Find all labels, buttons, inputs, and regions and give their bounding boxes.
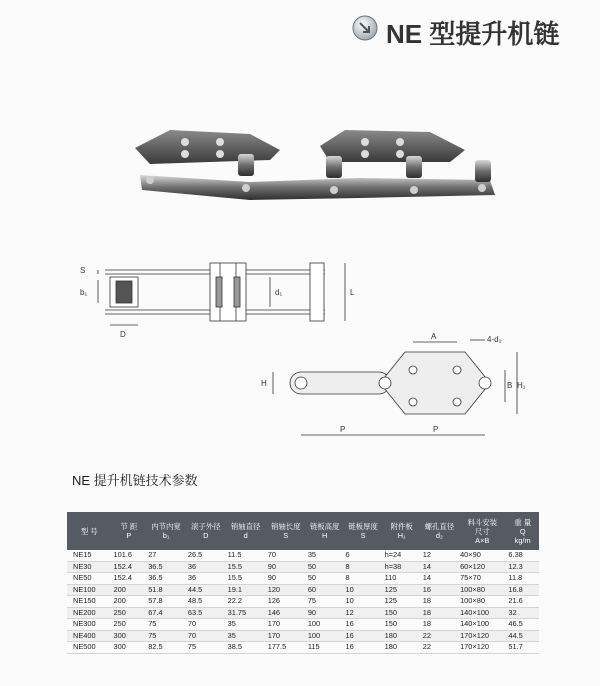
table-cell: 12.3 <box>506 561 539 573</box>
table-cell: 38.5 <box>226 642 266 654</box>
column-header-line: 料斗安装 <box>467 517 498 527</box>
table-cell: 35 <box>306 550 344 561</box>
table-cell: 36 <box>186 561 226 573</box>
table-cell: NE150 <box>67 596 112 608</box>
table-cell: NE100 <box>67 584 112 596</box>
table-cell: NE400 <box>67 630 112 642</box>
table-cell: 36.5 <box>146 573 186 585</box>
table-cell: 70 <box>186 630 226 642</box>
label-b1: b₁ <box>80 288 88 297</box>
column-header-line: Q <box>519 526 526 536</box>
table-row <box>67 550 539 561</box>
table-cell: 21.6 <box>506 596 539 608</box>
table-cell: 152.4 <box>112 573 147 585</box>
column-header <box>266 512 306 550</box>
column-header-line: 螺孔直径 <box>424 522 455 531</box>
table-cell: 18 <box>421 619 458 631</box>
table-cell: 44.5 <box>506 630 539 642</box>
table-cell: NE50 <box>67 573 112 585</box>
table-cell: 46.5 <box>506 619 539 631</box>
table-cell: 26.5 <box>186 550 226 561</box>
column-header <box>506 512 539 550</box>
label-p-right: P <box>433 425 439 434</box>
table-cell: 100 <box>306 630 344 642</box>
table-cell: 12 <box>344 607 383 619</box>
table-cell: 57.8 <box>146 596 186 608</box>
column-header-line: kg/m <box>514 535 531 545</box>
table-cell: 100 <box>306 619 344 631</box>
column-header <box>67 512 112 550</box>
column-header <box>421 512 458 550</box>
table-row <box>67 607 539 619</box>
table-cell: 126 <box>266 596 306 608</box>
table-cell: 75×70 <box>458 573 506 585</box>
table-cell: 300 <box>112 630 147 642</box>
table-cell: 75 <box>146 630 186 642</box>
label-p-left: P <box>340 425 346 434</box>
label-a: A <box>431 332 437 341</box>
table-cell: 50 <box>306 573 344 585</box>
table-cell: 51.7 <box>506 642 539 654</box>
table-cell: 15.5 <box>226 573 266 585</box>
table-cell: 6 <box>344 550 383 561</box>
table-cell: 8 <box>344 561 383 573</box>
section-title: NE 提升机链技术参数 <box>72 473 198 488</box>
table-cell: 100×80 <box>458 596 506 608</box>
arrow-circle-icon <box>352 15 378 41</box>
table-cell: 11.5 <box>226 550 266 561</box>
table-cell: 18 <box>421 607 458 619</box>
column-header-line: 内节内宽 <box>151 522 181 531</box>
table-cell: 10 <box>344 584 383 596</box>
table-cell: 22.2 <box>226 596 266 608</box>
column-header-line: A×B <box>475 535 490 545</box>
column-header-line: 尺寸 <box>474 526 490 536</box>
table-cell: 180 <box>383 642 421 654</box>
attachment-plate-drawing <box>255 330 525 445</box>
table-cell: 15.5 <box>226 561 266 573</box>
table-cell: 16 <box>421 584 458 596</box>
column-header-line: d <box>243 531 248 540</box>
table-cell: 12 <box>421 550 458 561</box>
column-header-line: 链板高度 <box>309 522 340 531</box>
table-cell: 125 <box>383 584 421 596</box>
column-header <box>146 512 186 550</box>
table-row <box>67 596 539 608</box>
table-cell: 10 <box>344 596 383 608</box>
table-row <box>67 573 539 585</box>
table-cell: 90 <box>306 607 344 619</box>
column-header <box>344 512 383 550</box>
table-cell: 250 <box>112 607 147 619</box>
table-cell: 32 <box>506 607 539 619</box>
table-cell: 16.8 <box>506 584 539 596</box>
column-header-line: S <box>360 531 366 540</box>
table-cell: 115 <box>306 642 344 654</box>
table-cell: 18 <box>421 596 458 608</box>
table-cell: 90 <box>266 561 306 573</box>
column-header-line: H <box>321 531 328 540</box>
table-cell: 150 <box>383 619 421 631</box>
table-cell: NE30 <box>67 561 112 573</box>
table-cell: 170 <box>266 630 306 642</box>
column-header-line: 型 号 <box>80 526 98 536</box>
table-cell: 250 <box>112 619 147 631</box>
table-cell: 125 <box>383 596 421 608</box>
column-header-line: 滚子外径 <box>190 522 221 531</box>
table-header-row <box>67 512 539 550</box>
column-header-line: 重 量 <box>514 517 532 527</box>
table-cell: 35 <box>226 619 266 631</box>
column-header <box>306 512 344 550</box>
table-cell: 75 <box>146 619 186 631</box>
column-header <box>112 512 147 550</box>
table-row <box>67 619 539 631</box>
table-cell: 180 <box>383 630 421 642</box>
label-h1: H₁ <box>517 381 525 390</box>
table-cell: 140×100 <box>458 619 506 631</box>
table-cell: 170×120 <box>458 630 506 642</box>
table-cell: 300 <box>112 642 147 654</box>
table-cell: 27 <box>146 550 186 561</box>
table-cell: 14 <box>421 573 458 585</box>
table-cell: h=38 <box>383 561 421 573</box>
table-cell: 140×100 <box>458 607 506 619</box>
page-title: NE 型提升机链 <box>386 19 560 49</box>
table-cell: 200 <box>112 584 147 596</box>
table-cell: 19.1 <box>226 584 266 596</box>
table-cell: 152.4 <box>112 561 147 573</box>
table-row <box>67 642 539 654</box>
table-cell: 44.5 <box>186 584 226 596</box>
table-cell: 146 <box>266 607 306 619</box>
table-cell: 48.5 <box>186 596 226 608</box>
table-cell: 16 <box>344 619 383 631</box>
table-cell: 60×120 <box>458 561 506 573</box>
table-cell: 36 <box>186 573 226 585</box>
label-4-d2: 4-d₂ <box>487 335 502 344</box>
column-header-line: D <box>203 531 209 540</box>
table-cell: 170 <box>266 619 306 631</box>
label-d1: d₁ <box>275 288 283 297</box>
label-h: H <box>261 379 267 388</box>
table-cell: 82.5 <box>146 642 186 654</box>
table-cell: 6.38 <box>506 550 539 561</box>
table-cell: 177.5 <box>266 642 306 654</box>
table-cell: 75 <box>186 642 226 654</box>
table-cell: 35 <box>226 630 266 642</box>
table-cell: 63.5 <box>186 607 226 619</box>
column-header-line: 销轴长度 <box>270 522 301 531</box>
table-cell: 31.75 <box>226 607 266 619</box>
table-cell: 200 <box>112 596 147 608</box>
table-cell: 51.8 <box>146 584 186 596</box>
table-cell: 60 <box>306 584 344 596</box>
table-cell: 70 <box>266 550 306 561</box>
column-header <box>186 512 226 550</box>
table-cell: 120 <box>266 584 306 596</box>
table-row <box>67 630 539 642</box>
label-l: L <box>350 288 355 297</box>
column-header-line: S <box>283 531 289 540</box>
table-cell: NE15 <box>67 550 112 561</box>
chain-photo <box>130 120 510 215</box>
label-s: S <box>80 266 86 275</box>
table-cell: 16 <box>344 630 383 642</box>
table-cell: 150 <box>383 607 421 619</box>
column-header-line: b₁ <box>162 531 170 540</box>
table-cell: 22 <box>421 642 458 654</box>
table-cell: 14 <box>421 561 458 573</box>
table-cell: 110 <box>383 573 421 585</box>
column-header-line: 节 距 <box>120 522 138 531</box>
table-cell: 11.8 <box>506 573 539 585</box>
column-header-line: d₂ <box>435 531 443 540</box>
table-cell: h=24 <box>383 550 421 561</box>
table-cell: 36.5 <box>146 561 186 573</box>
table-cell: NE200 <box>67 607 112 619</box>
label-d: D <box>120 330 126 339</box>
column-header-line: 销轴直径 <box>230 522 261 531</box>
table-row <box>67 584 539 596</box>
column-header-line: H₁ <box>397 531 406 540</box>
column-header <box>383 512 421 550</box>
column-header <box>458 512 506 550</box>
table-cell: 90 <box>266 573 306 585</box>
table-cell: 75 <box>306 596 344 608</box>
column-header-line: P <box>126 531 132 540</box>
column-header-line: 附件板 <box>390 522 413 531</box>
table-body <box>67 550 539 653</box>
spec-table <box>67 512 539 654</box>
table-row <box>67 561 539 573</box>
table-cell: 70 <box>186 619 226 631</box>
table-cell: 100×80 <box>458 584 506 596</box>
table-cell: 16 <box>344 642 383 654</box>
table-cell: 101.6 <box>112 550 147 561</box>
table-cell: 40×90 <box>458 550 506 561</box>
column-header <box>226 512 266 550</box>
table-cell: 22 <box>421 630 458 642</box>
table-cell: 67.4 <box>146 607 186 619</box>
table-cell: 8 <box>344 573 383 585</box>
table-cell: 170×120 <box>458 642 506 654</box>
column-header-line: 链板厚度 <box>348 522 378 531</box>
table-cell: 50 <box>306 561 344 573</box>
table-cell: NE300 <box>67 619 112 631</box>
table-cell: NE500 <box>67 642 112 654</box>
header <box>352 10 592 68</box>
label-b: B <box>507 381 513 390</box>
